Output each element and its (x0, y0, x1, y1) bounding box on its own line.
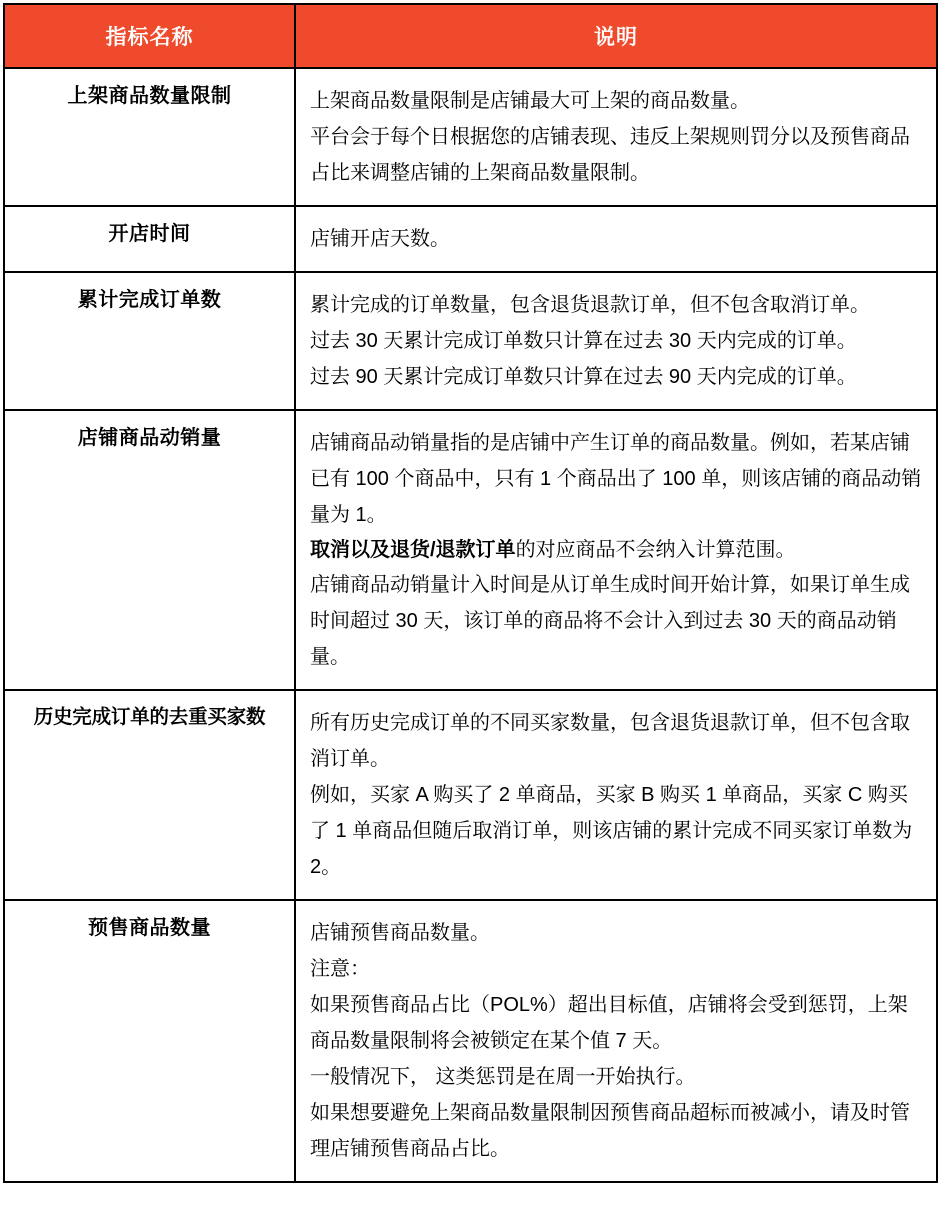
description-line: 店铺开店天数。 (310, 228, 450, 250)
metric-name-cell: 预售商品数量 (4, 900, 295, 1182)
description-line: 店铺预售商品数量。 (310, 922, 490, 944)
table-row (4, 900, 937, 1182)
table-row (4, 272, 937, 410)
table-header-row (4, 4, 937, 68)
metric-description-cell (295, 690, 937, 900)
metric-description-cell (295, 410, 937, 690)
metrics-table (3, 3, 938, 1183)
metric-description-cell (295, 68, 937, 206)
emphasized-line-rest: 的对应商品不会纳入计算范围。 (515, 539, 796, 561)
metric-description-cell (295, 900, 937, 1182)
description-line: 过去 30 天累计完成订单数只计算在过去 30 天内完成的订单。 (310, 330, 857, 352)
table-row (4, 68, 937, 206)
description-line: 如果想要避免上架商品数量限制因预售商品超标而被减小，请及时管理店铺预售商品占比。 (310, 1102, 910, 1160)
description-line: 一般情况下， 这类惩罚是在周一开始执行。 (310, 1066, 696, 1088)
description-line: 累计完成的订单数量，包含退货退款订单，但不包含取消订单。 (310, 294, 870, 316)
description-line: 上架商品数量限制是店铺最大可上架的商品数量。 (310, 90, 750, 112)
description-line: 所有历史完成订单的不同买家数量，包含退货退款订单，但不包含取消订单。 (310, 712, 910, 770)
emphasized-text: 取消以及退货/退款订单 (310, 539, 516, 561)
table-header (4, 4, 937, 68)
metric-name-cell: 开店时间 (4, 206, 295, 272)
table-row (4, 410, 937, 690)
column-header-description: 说明 (295, 4, 937, 68)
description-line: 例如，买家 A 购买了 2 单商品，买家 B 购买 1 单商品，买家 C 购买了 1 单商品但随后取消订单，则该店铺的累计完成不同买家订单数为 2。 (310, 784, 913, 878)
description-line: 过去 90 天累计完成订单数只计算在过去 90 天内完成的订单。 (310, 366, 857, 388)
table-row (4, 206, 937, 272)
metric-name-cell: 上架商品数量限制 (4, 68, 295, 206)
table-body (4, 68, 937, 1182)
table-row (4, 690, 937, 900)
column-header-metric-name: 指标名称 (4, 4, 295, 68)
metric-name-cell: 店铺商品动销量 (4, 410, 295, 690)
description-line: 如果预售商品占比（POL%）超出目标值，店铺将会受到惩罚，上架商品数量限制将会被锁定在某个值 7 天。 (310, 994, 908, 1052)
description-line-emphasized (310, 533, 924, 567)
description-line: 店铺商品动销量指的是店铺中产生订单的商品数量。例如，若某店铺已有 100 个商品中，只有 1 个商品出了 100 单，则该店铺的商品动销量为 1。 (310, 432, 922, 526)
metric-name-cell: 累计完成订单数 (4, 272, 295, 410)
description-line: 店铺商品动销量计入时间是从订单生成时间开始计算，如果订单生成时间超过 30 天，该订单的商品将不会计入到过去 30 天的商品动销量。 (310, 574, 910, 668)
description-line: 平台会于每个日根据您的店铺表现、违反上架规则罚分以及预售商品占比来调整店铺的上架商品数量限制。 (310, 126, 910, 184)
metric-name-cell: 历史完成订单的去重买家数 (4, 690, 295, 900)
metric-description-cell (295, 272, 937, 410)
description-line: 注意： (310, 958, 370, 980)
metric-description-cell (295, 206, 937, 272)
